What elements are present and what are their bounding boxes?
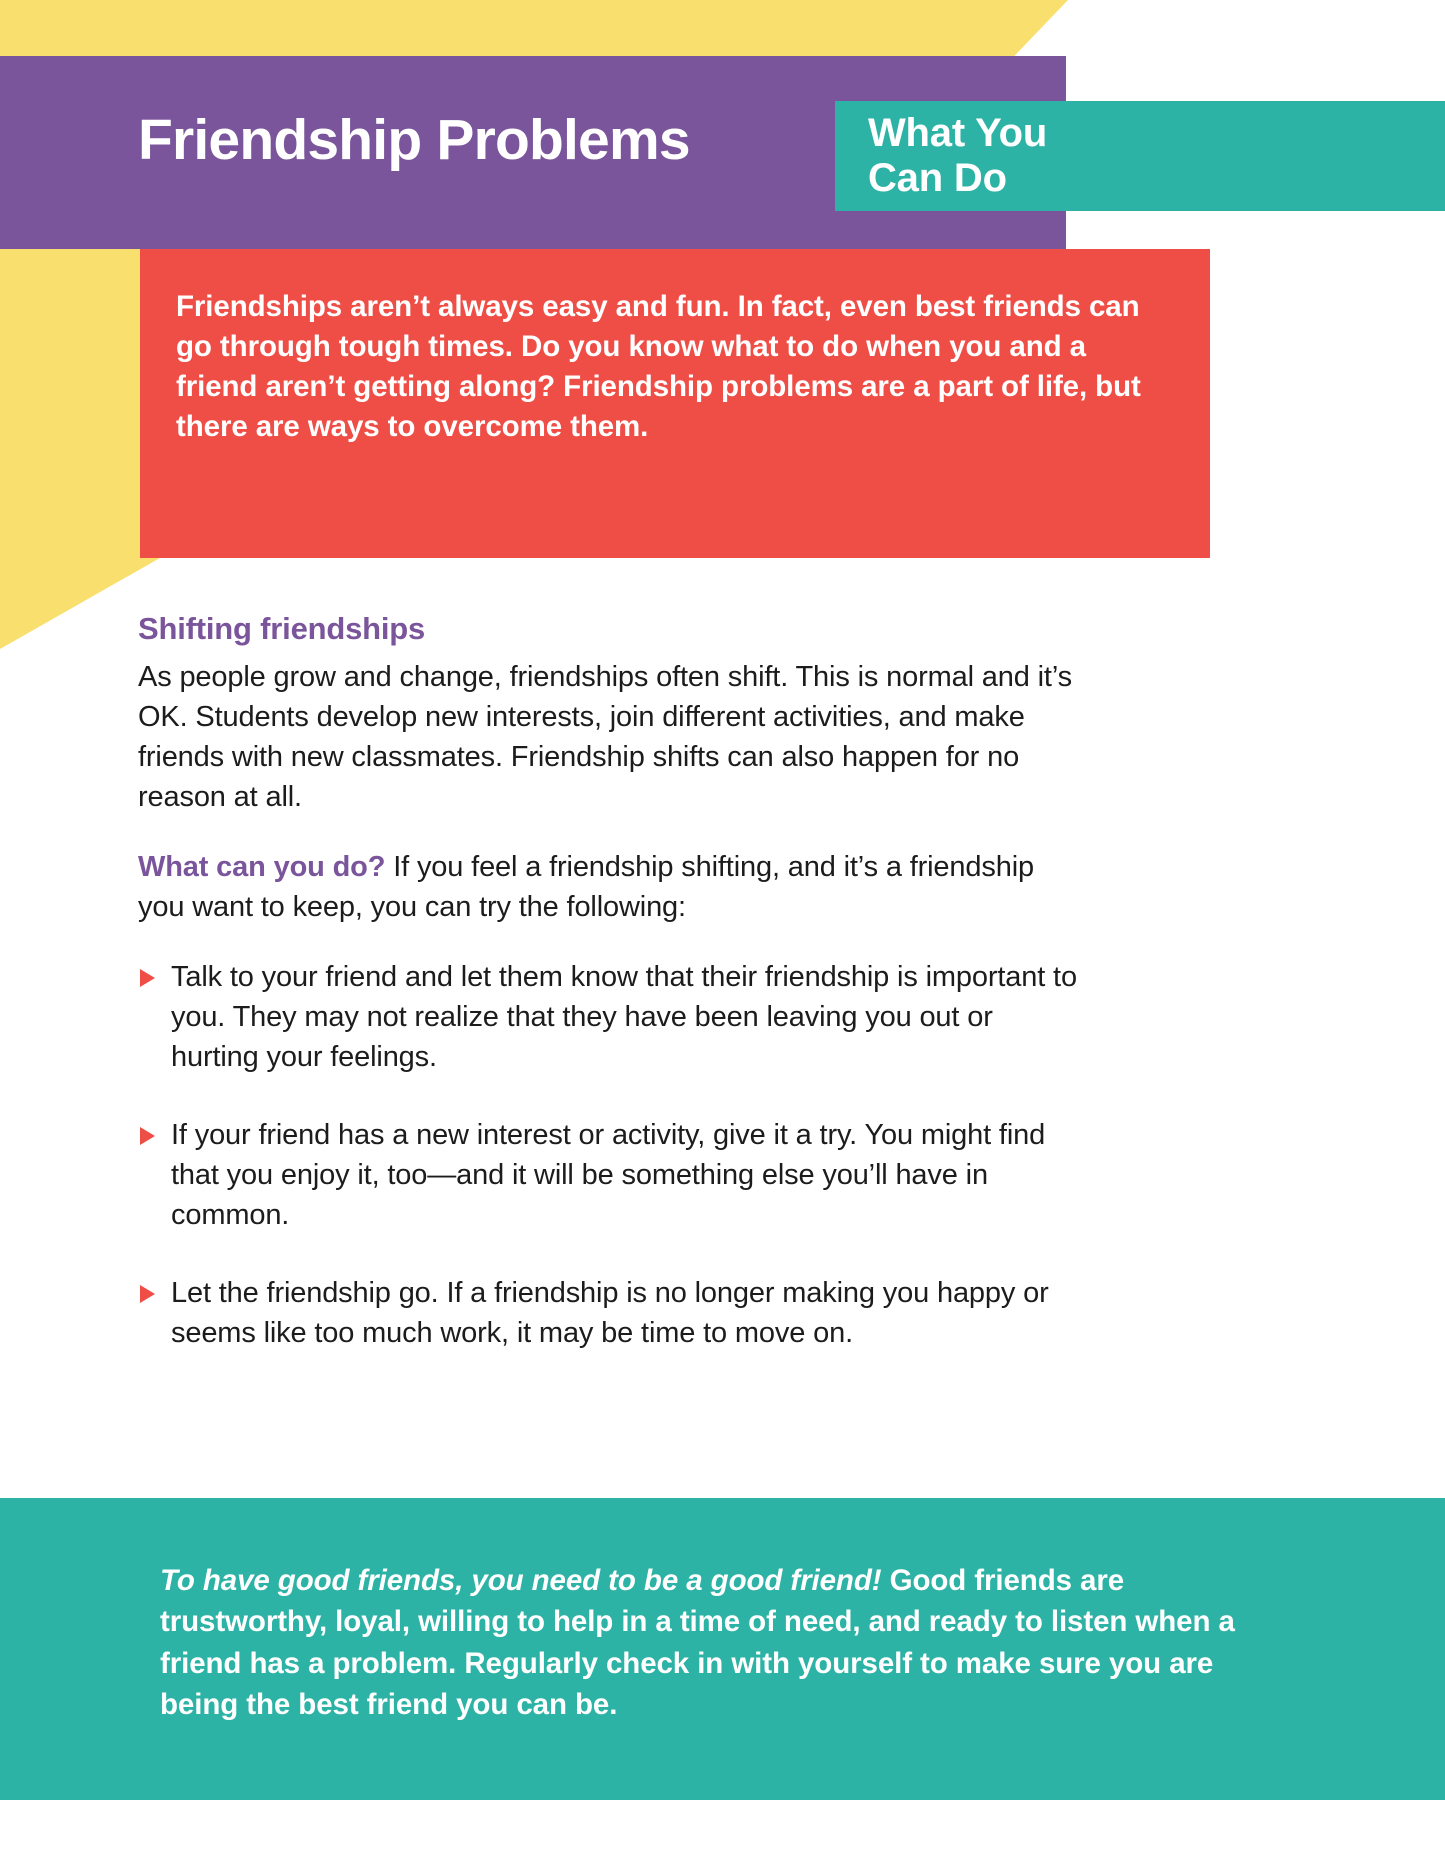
footer-text (160, 1560, 1295, 1725)
intro-text: Friendships aren’t always easy and fun. In fact, even best friends can go through tough times. Do you know what to do when you and a friend aren’t getting along? Friendship problems are a part of life, but there are ways to overcome them. (176, 290, 1141, 444)
footer-callout-panel (0, 1498, 1445, 1800)
main-content (138, 610, 1078, 1353)
list-item-text: Talk to your friend and let them know that their friendship is important to you. They may not realize that they have been leaving you out or hurting your feelings. (171, 960, 1077, 1073)
list-item (138, 1115, 1078, 1235)
footer-emphasis: To have good friends, you need to be a good friend! (160, 1564, 882, 1597)
list-item (138, 957, 1078, 1077)
intro-callout-panel (140, 249, 1210, 558)
list-item-text: If your friend has a new interest or activity, give it a try. You might find that you enjoy it, too—and it will be something else you’ll have in common. (171, 1118, 1046, 1231)
triangle-bullet-icon (140, 1127, 155, 1145)
footer-rest: Good friends are trustworthy, loyal, willing to help in a time of need, and ready to listen when a friend has a problem. Regularly check in with yourself to make sure you are being the best friend you can be. (160, 1564, 1235, 1721)
tag-line-2: Can Do (868, 155, 1007, 200)
list-item-text: Let the friendship go. If a friendship is no longer making you happy or seems like too much work, it may be time to move on. (171, 1276, 1049, 1349)
list-item (138, 1273, 1078, 1353)
what-can-you-do-lead: What can you do? (138, 850, 386, 883)
triangle-bullet-icon (140, 969, 155, 987)
triangle-bullet-icon (140, 1285, 155, 1303)
section-heading-shifting-friendships: Shifting friendships (138, 611, 426, 646)
advice-bullet-list (138, 957, 1078, 1353)
what-you-can-do-tag (835, 101, 1445, 211)
tag-line-1: What You (868, 111, 1048, 155)
paragraph-what-can-you-do (138, 847, 1078, 927)
paragraph-shifting-friendships: As people grow and change, friendships often shift. This is normal and it’s OK. Students develop new interests, join different activities, and make friends with new classmates. Friendship shifts can also happen for no reason at all. (138, 660, 1072, 813)
page-title: Friendship Problems (138, 108, 690, 172)
what-can-you-do-rest: If you feel a friendship shifting, and it’s a friendship you want to keep, you can try the following: (138, 850, 1034, 923)
